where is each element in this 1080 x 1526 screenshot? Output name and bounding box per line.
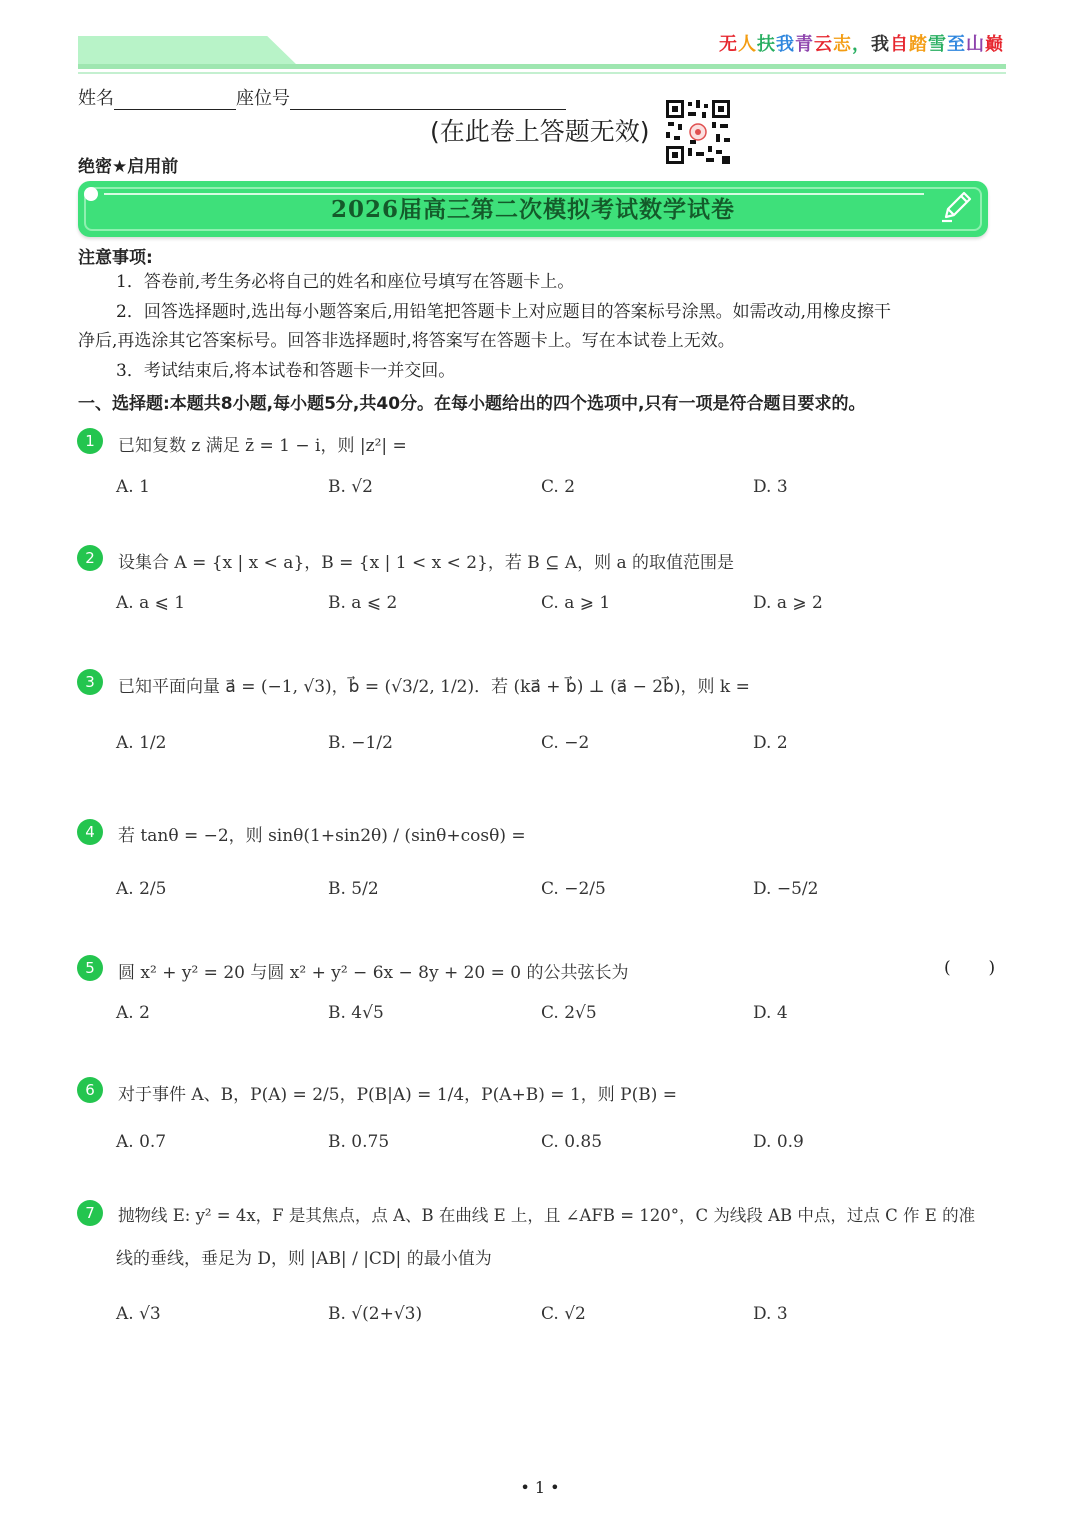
invalid-notice: (在此卷上答题无效)	[430, 117, 650, 146]
question-stem: 对于事件 A、B，P(A) = 2/5，P(B|A) = 1/4，P(A+B) = 1，则 P(B) =	[118, 1085, 678, 1105]
option-c: C. −2	[541, 733, 590, 753]
question-stem: 圆 x² + y² = 20 与圆 x² + y² − 6x − 8y + 20 = 0 的公共弦长为	[118, 963, 629, 983]
header-tab	[78, 36, 298, 66]
option-d: D. 4	[753, 1003, 788, 1023]
option-c: C. −2/5	[541, 879, 606, 899]
name-seat-row	[78, 84, 566, 110]
motto-char: 扶	[757, 34, 776, 55]
option-a: A. 0.7	[116, 1132, 167, 1152]
note-item: 1．答卷前,考生务必将自己的姓名和座位号填写在答题卡上。	[116, 272, 575, 292]
note-item: 3．考试结束后,将本试卷和答题卡一并交回。	[116, 361, 456, 381]
question-number-badge: 5	[77, 955, 103, 981]
motto-char: 巅	[985, 34, 1004, 55]
question-stem: 抛物线 E: y² = 4x，F 是其焦点，点 A、B 在曲线 E 上，且 ∠AFB = 120°，C 为线段 AB 中点，过点 C 作 E 的准	[118, 1206, 976, 1225]
question-number-badge: 2	[77, 545, 103, 571]
motto-char: 无	[719, 34, 738, 55]
motto-char: 人	[738, 34, 757, 55]
note-item: 2．回答选择题时,选出每小题答案后,用铅笔把答题卡上对应题目的答案标号涂黑。如需改动,用橡皮擦干	[116, 302, 892, 322]
question-number-badge: 1	[77, 428, 103, 454]
motto-char: 云	[814, 34, 833, 55]
question-number-badge: 4	[77, 819, 103, 845]
option-d: D. 3	[753, 1304, 788, 1324]
note-item-continued: 净后,再选涂其它答案标号。回答非选择题时,将答案写在答题卡上。写在本试卷上无效。	[78, 331, 735, 351]
name-label: 姓名	[78, 88, 114, 109]
motto-char: 山	[966, 34, 985, 55]
option-a: A. 1	[116, 477, 150, 497]
question-number-badge: 6	[77, 1077, 103, 1103]
motto-char: 雪	[928, 34, 947, 55]
name-blank	[114, 91, 236, 110]
option-d: D. 2	[753, 733, 788, 753]
qr-code-icon	[666, 100, 730, 164]
motto-char: ，	[852, 34, 871, 55]
question-number-badge: 7	[77, 1200, 103, 1226]
notes-title: 注意事项:	[78, 248, 153, 268]
option-b: B. −1/2	[328, 733, 393, 753]
motto-char: 我	[776, 34, 795, 55]
motto-char: 自	[890, 34, 909, 55]
motto-char: 我	[871, 34, 890, 55]
option-c: C. 0.85	[541, 1132, 603, 1152]
question-number-badge: 3	[77, 669, 103, 695]
option-c: C. a ⩾ 1	[541, 593, 611, 613]
option-c: C. 2√5	[541, 1003, 597, 1023]
section-heading: 一、选择题:本题共8小题,每小题5分,共40分。在每小题给出的四个选项中,只有一项是符合题目要求的。	[78, 394, 866, 414]
question-stem: 已知平面向量 a⃗ = (−1, √3)，b⃗ = (√3/2, 1/2)．若 (ka⃗ + b⃗) ⊥ (a⃗ − 2b⃗)，则 k =	[118, 677, 750, 697]
title-banner	[78, 181, 988, 237]
option-a: A. √3	[116, 1304, 161, 1324]
option-a: A. 1/2	[116, 733, 167, 753]
exam-title: 2026届高三第二次模拟考试数学试卷	[330, 196, 735, 223]
option-b: B. 5/2	[328, 879, 379, 899]
pencil-icon	[938, 189, 974, 225]
header-motto	[719, 30, 1004, 56]
option-b: B. 0.75	[328, 1132, 390, 1152]
option-b: B. √(2+√3)	[328, 1304, 423, 1324]
option-b: B. a ⩽ 2	[328, 593, 398, 613]
option-b: B. √2	[328, 477, 373, 497]
motto-char: 志	[833, 34, 852, 55]
option-d: D. −5/2	[753, 879, 819, 899]
motto-char: 至	[947, 34, 966, 55]
option-c: C. 2	[541, 477, 576, 497]
motto-char: 青	[795, 34, 814, 55]
option-a: A. 2	[116, 1003, 150, 1023]
motto-char: 踏	[909, 34, 928, 55]
question-stem: 若 tanθ = −2，则 sinθ(1+sin2θ) / (sinθ+cosθ) =	[118, 826, 526, 846]
question-stem: 设集合 A = {x | x < a}，B = {x | 1 < x < 2}，若 B ⊆ A，则 a 的取值范围是	[118, 553, 735, 573]
option-a: A. 2/5	[116, 879, 167, 899]
option-d: D. 3	[753, 477, 788, 497]
answer-parentheses: ( )	[944, 958, 996, 978]
option-d: D. 0.9	[753, 1132, 804, 1152]
option-c: C. √2	[541, 1304, 586, 1324]
option-b: B. 4√5	[328, 1003, 384, 1023]
header-rule-thin	[78, 72, 1006, 74]
confidential-label: 绝密★启用前	[78, 157, 179, 177]
option-d: D. a ⩾ 2	[753, 593, 823, 613]
option-a: A. a ⩽ 1	[116, 593, 186, 613]
seat-label: 座位号	[236, 88, 290, 109]
page-number: • 1 •	[520, 1478, 560, 1497]
question-stem-continued: 线的垂线，垂足为 D，则 |AB| / |CD| 的最小值为	[116, 1249, 492, 1269]
question-stem: 已知复数 z 满足 z̄ = 1 − i，则 |z²| =	[118, 436, 407, 456]
seat-blank	[290, 91, 566, 110]
header-rule	[78, 64, 1006, 69]
